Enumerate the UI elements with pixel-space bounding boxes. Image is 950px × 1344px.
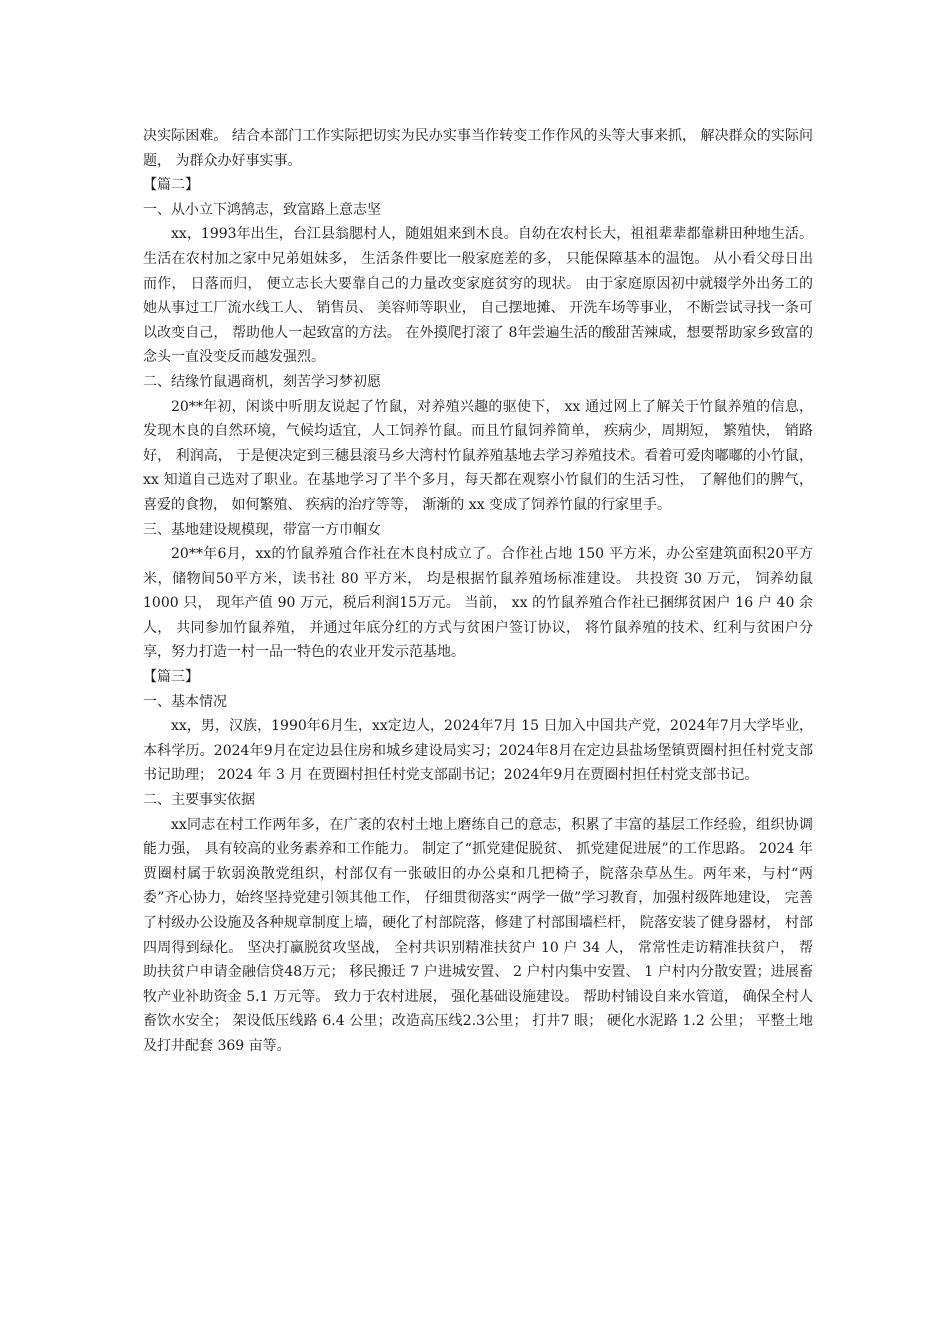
part3-heading-2: 二、主要事实依据: [143, 792, 255, 809]
part2-heading-1: 一、从小立下鸿鹄志，致富路上意志坚: [143, 201, 381, 218]
part3-paragraph-1: xx，男，汉族，1990年6月生，xx定边人，2024年7月 15 日加入中国共产党，2024年7月大学毕业，本科学历。2024年9月在定边县住房和城乡建设局实习；2024年8月在定边县盐场堡镇贾圈村担任村党支部书记助理； 2024 年 3 月 在贾圈村担任村党支部副书记；2024年9月在贾圈村担任村党支部书记。: [143, 718, 813, 784]
part2-paragraph-1: xx，1993年出生，台江县翁腮村人，随姐姐来到木良。自幼在农村长大，祖祖辈辈都靠耕田种地生活。 生活在农村加之家中兄弟姐妹多， 生活条件要比一般家庭差的多， 只能保障基本的温饱。 从小看父母日出而作， 日落而归， 便立志长大要靠自己的力量改变家庭贫穷的现状。 由于家庭原因初中就辍学外出务工的她从事过工厂流水线工人、 销售员、 美容师等职业， 自己摆地摊、 开洗车场等事业， 不断尝试寻找一条可以改变自己， 帮助他人一起致富的方法。 在外摸爬打滚了 8年尝遍生活的酸甜苦辣咸，想要帮助家乡致富的念头一直没变反而越发强烈。: [143, 226, 813, 366]
part3-paragraph-2: xx同志在村工作两年多，在广袤的农村土地上磨练自己的意志，积累了丰富的基层工作经验，组织协调能力强， 具有较高的业务素养和工作能力。 制定了“抓党建促脱贫、 抓党建促进展”的工作思路。 2024 年贾圈村属于软弱涣散党组织，村部仅有一张破旧的办公桌和几把椅子，院落杂草丛生。两年来，与村“两委”齐心协力，始终坚持党建引领其他工作， 仔细贯彻落实“两学一做”学习教育，加强村级阵地建设， 完善了村级办公设施及各种规章制度上墙，硬化了村部院落，修建了村部围墙栏杆， 院落安装了健身器材， 村部四周得到绿化。 坚决打赢脱贫攻坚战， 全村共识别精准扶贫户 10 户 34 人， 常常性走访精准扶贫户， 帮助扶贫户申请金融信贷48万元； 移民搬迁 7 户进城安置、 2 户村内集中安置、 1 户村内分散安置；进展畜牧产业补助资金 5.1 万元等。 致力于农村进展， 强化基础设施建设。 帮助村铺设自来水管道， 确保全村人畜饮水安全； 架设低压线路 6.4 公里；改造高压线2.3公里； 打井7 眼； 硬化水泥路 1.2 公里； 平整土地及打井配套 369 亩等。: [143, 816, 813, 1054]
document-page: [143, 124, 813, 1059]
intro-tail-paragraph: 决实际困难。 结合本部门工作实际把切实为民办实事当作转变工作作风的头等大事来抓， 解决群众的实际问题， 为群众办好事实事。: [143, 128, 813, 169]
section-mark-part3: 【篇三】: [143, 669, 199, 686]
part2-heading-2: 二、结缘竹鼠遇商机，刻苦学习梦初愿: [143, 373, 381, 390]
part2-paragraph-2: 20**年初，闲谈中听朋友说起了竹鼠，对养殖兴趣的驱使下， xx 通过网上了解关于竹鼠养殖的信息，发现木良的自然环境，气候均适宜，人工饲养竹鼠。而且竹鼠饲养简单， 疾病少，周期短， 繁殖快， 销路好， 利润高， 于是便决定到三穗县滚马乡大湾村竹鼠养殖基地去学习养殖技术。看着可爱肉嘟嘟的小竹鼠，xx 知道自己选对了职业。在基地学习了半个多月，每天都在观察小竹鼠们的生活习性， 了解他们的脾气， 喜爱的食物， 如何繁殖、 疾病的治疗等等， 渐渐的 xx 变成了饲养竹鼠的行家里手。: [143, 398, 813, 513]
part3-heading-1: 一、基本情况: [143, 693, 227, 710]
part2-heading-3: 三、基地建设规模现，带富一方巾帼女: [143, 521, 381, 538]
section-mark-part2: 【篇二】: [143, 177, 199, 194]
part2-paragraph-3: 20**年6月，xx的竹鼠养殖合作社在木良村成立了。合作社占地 150 平方米，办公室建筑面积20平方米，储物间50平方米，读书社 80 平方米， 均是根据竹鼠养殖场标准建设。 共投资 30 万元， 饲养幼鼠 1000 只， 现年产值 90 万元，税后利润15万元。 当前， xx 的竹鼠养殖合作社已捆绑贫困户 16 户 40 余人， 共同参加竹鼠养殖， 并通过年底分红的方式与贫困户签订协议， 将竹鼠养殖的技术、红利与贫困户分享，努力打造一村一品一特色的农业开发示范基地。: [143, 546, 813, 661]
